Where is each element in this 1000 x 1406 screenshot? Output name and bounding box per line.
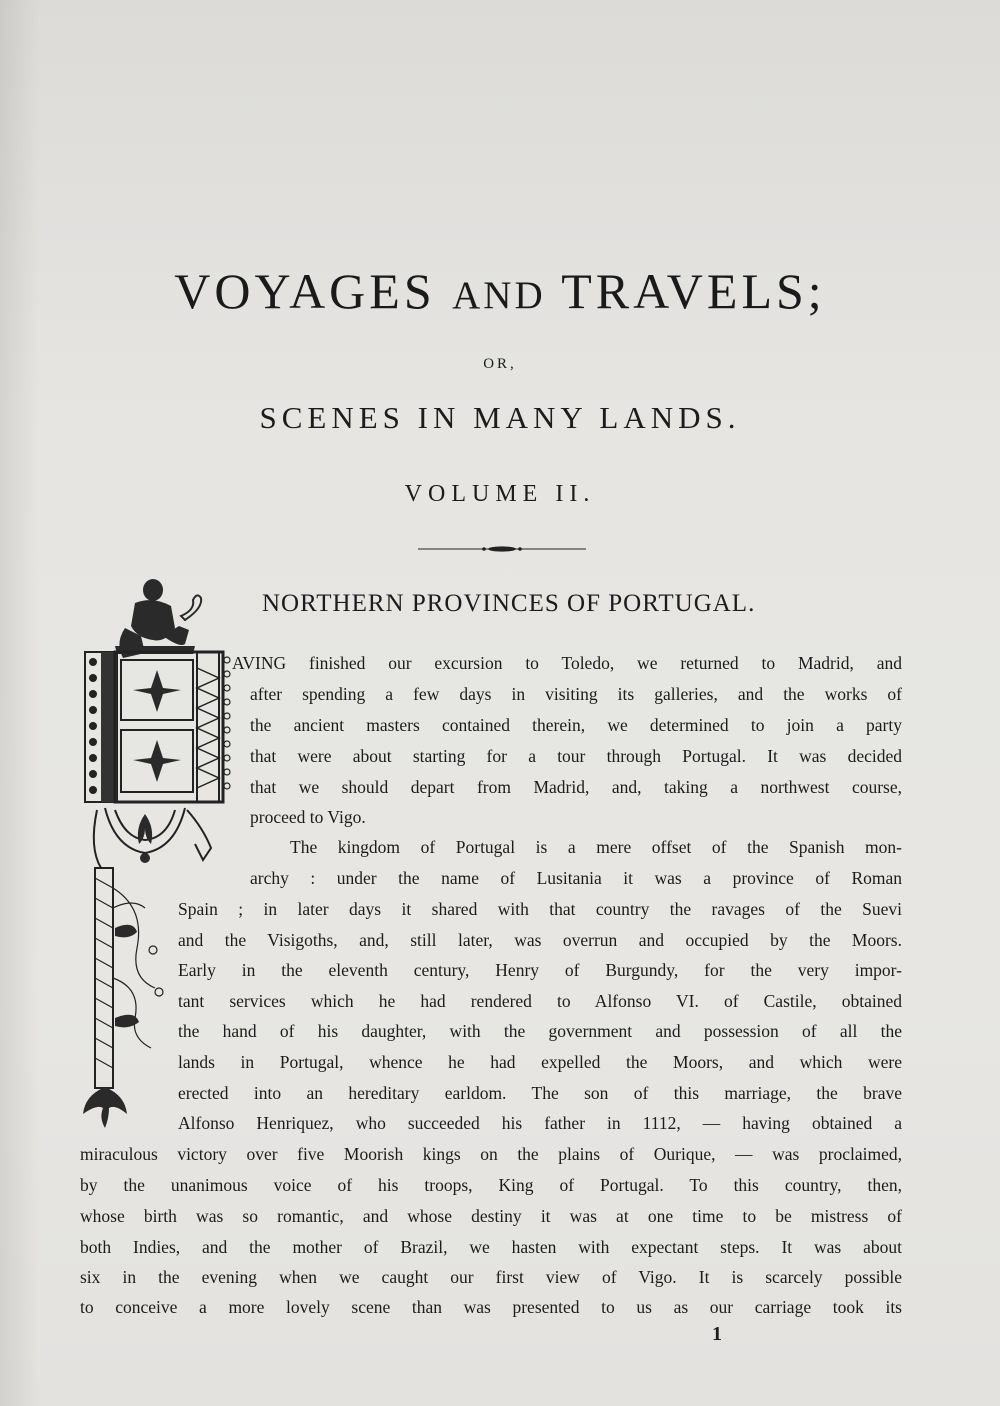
text-line: archy : under the name of Lusitania it was a province of Roman <box>250 868 902 888</box>
text-line: The kingdom of Portugal is a mere offset of the Spanish mon- <box>290 837 902 857</box>
text-line: the ancient masters contained therein, we determined to join a party <box>250 715 902 735</box>
text-line: lands in Portugal, whence he had expelled the Moors, and which were <box>178 1052 902 1072</box>
page-number: 1 <box>712 1323 722 1345</box>
text-line: Spain ; in later days it shared with that country the ravages of the Suevi <box>178 899 902 919</box>
title-travels: TRAVELS; <box>561 263 826 319</box>
text-line: whose birth was so romantic, and whose destiny it was at one time to be mistress of <box>80 1206 902 1226</box>
volume-label: VOLUME II. <box>404 481 596 507</box>
ornamental-rule <box>418 537 586 561</box>
text-line: that were about starting for a tour through Portugal. It was decided <box>250 746 902 766</box>
text-line: after spending a few days in visiting its galleries, and the works of <box>250 684 902 704</box>
text-line: that we should depart from Madrid, and, taking a northwest course, <box>250 777 902 797</box>
title-and: AND <box>452 274 546 317</box>
text-line: to conceive a more lovely scene than was presented to us as our carriage took its <box>80 1297 902 1317</box>
text-line: proceed to Vigo. <box>250 807 366 827</box>
text-line: Alfonso Henriquez, who succeeded his father in 1112, — having obtained a <box>178 1113 902 1133</box>
text-line: tant services which he had rendered to Alfonso VI. of Castile, obtained <box>178 991 902 1011</box>
book-subtitle: SCENES IN MANY LANDS. <box>259 400 741 435</box>
text-line: AVING finished our excursion to Toledo, we returned to Madrid, and <box>232 653 902 673</box>
text-line: the hand of his daughter, with the government and possession of all the <box>178 1021 902 1041</box>
text-line: both Indies, and the mother of Brazil, we hasten with expectant steps. It was about <box>80 1237 902 1257</box>
text-line: miraculous victory over five Moorish kings on the plains of Ourique, — was proclaimed, <box>80 1144 902 1164</box>
text-line: erected into an hereditary earldom. The son of this marriage, the brave <box>178 1083 902 1103</box>
chapter-heading: NORTHERN PROVINCES OF PORTUGAL. <box>262 590 756 617</box>
text-line: and the Visigoths, and, still later, was overrun and occupied by the Moors. <box>178 930 902 950</box>
text-line: by the unanimous voice of his troops, King of Portugal. To this country, then, <box>80 1175 902 1195</box>
spine-shadow <box>0 0 40 1406</box>
text-line: six in the evening when we caught our first view of Vigo. It is scarcely possible <box>80 1267 902 1287</box>
text-line: Early in the eleventh century, Henry of Burgundy, for the very impor- <box>178 960 902 980</box>
title-or: OR, <box>483 356 517 372</box>
book-title <box>0 262 1000 320</box>
title-voyages: VOYAGES <box>174 263 436 319</box>
